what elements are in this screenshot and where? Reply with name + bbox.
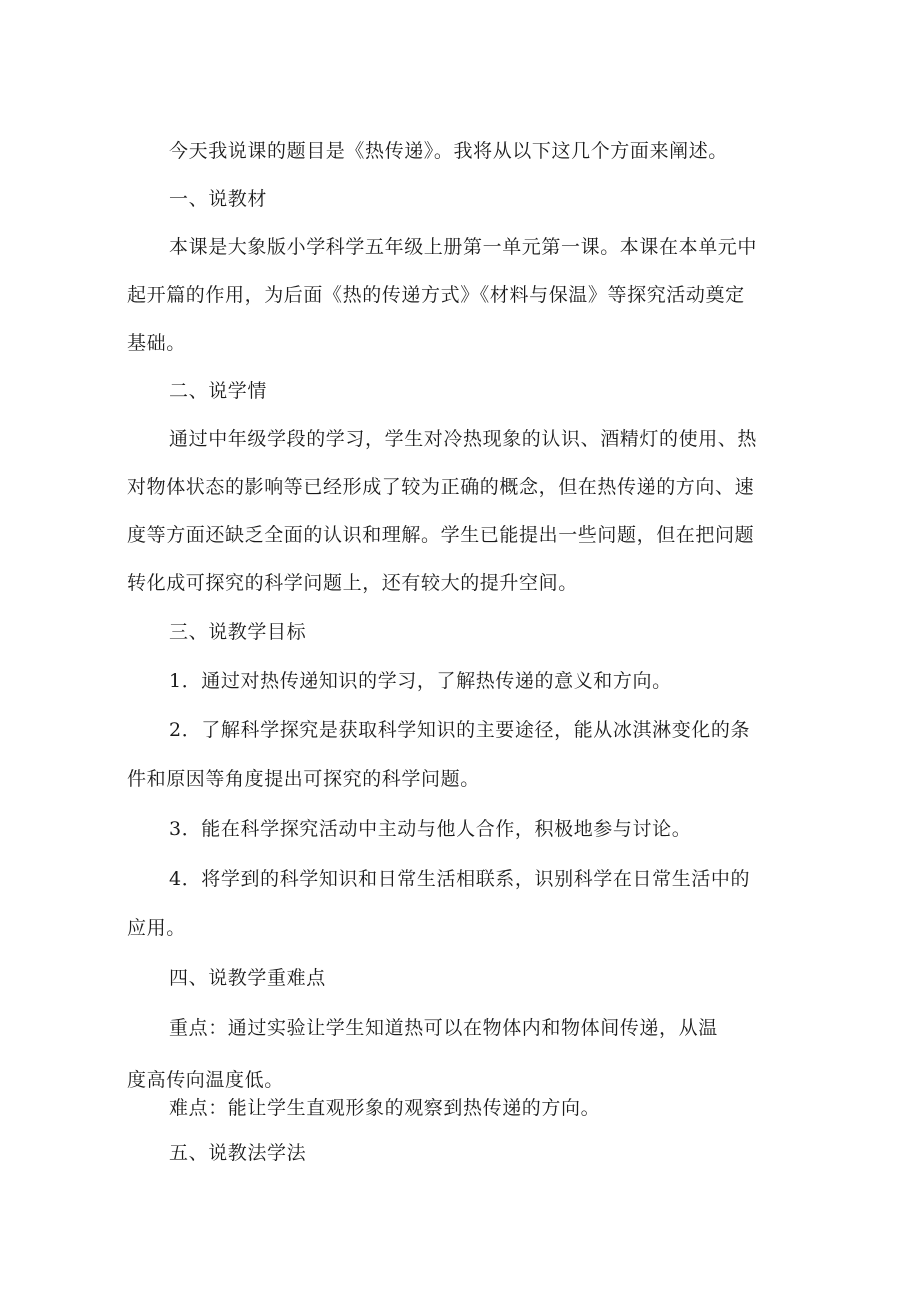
students-paragraph-line: 度等方面还缺乏全面的认识和理解。学生已能提出一些问题，但在把问题 bbox=[127, 524, 755, 546]
students-paragraph-line: 对物体状态的影响等已经形成了较为正确的概念，但在热传递的方向、速 bbox=[127, 476, 755, 498]
section-heading-methods: 五、说教法学法 bbox=[169, 1142, 307, 1164]
students-paragraph-line: 转化成可探究的科学问题上，还有较大的提升空间。 bbox=[127, 572, 578, 594]
students-paragraph-line: 通过中年级学段的学习，学生对冷热现象的认识、酒精灯的使用、热 bbox=[169, 428, 758, 450]
section-heading-students: 二、说学情 bbox=[169, 380, 268, 402]
goal-item-4-line: 4．将学到的科学知识和日常生活相联系，识别科学在日常生活中的 bbox=[169, 868, 751, 890]
textbook-paragraph-line: 起开篇的作用，为后面《热的传递方式》《材料与保温》等探究活动奠定 bbox=[127, 284, 745, 306]
goal-item-2-line: 2．了解科学探究是获取科学知识的主要途径，能从冰淇淋变化的条 bbox=[169, 719, 751, 741]
goal-item-1: 1．通过对热传递知识的学习，了解热传递的意义和方向。 bbox=[169, 670, 672, 692]
section-heading-goals: 三、说教学目标 bbox=[169, 621, 307, 643]
textbook-paragraph-line: 本课是大象版小学科学五年级上册第一单元第一课。本课在本单元中 bbox=[169, 236, 758, 258]
section-heading-key-points: 四、说教学重难点 bbox=[169, 967, 326, 989]
difficult-point: 难点：能让学生直观形象的观察到热传递的方向。 bbox=[169, 1097, 601, 1119]
section-heading-textbook: 一、说教材 bbox=[169, 188, 268, 210]
textbook-paragraph-line: 基础。 bbox=[127, 332, 186, 354]
goal-item-3: 3．能在科学探究活动中主动与他人合作，积极地参与讨论。 bbox=[169, 818, 692, 840]
intro-paragraph: 今天我说课的题目是《热传递》。我将从以下这几个方面来阐述。 bbox=[169, 140, 728, 162]
goal-item-4-line: 应用。 bbox=[127, 917, 186, 939]
key-point-line: 度高传向温度低。 bbox=[127, 1069, 284, 1091]
goal-item-2-line: 件和原因等角度提出可探究的科学问题。 bbox=[127, 768, 480, 790]
key-point-line: 重点：通过实验让学生知道热可以在物体内和物体间传递，从温 bbox=[169, 1017, 718, 1039]
